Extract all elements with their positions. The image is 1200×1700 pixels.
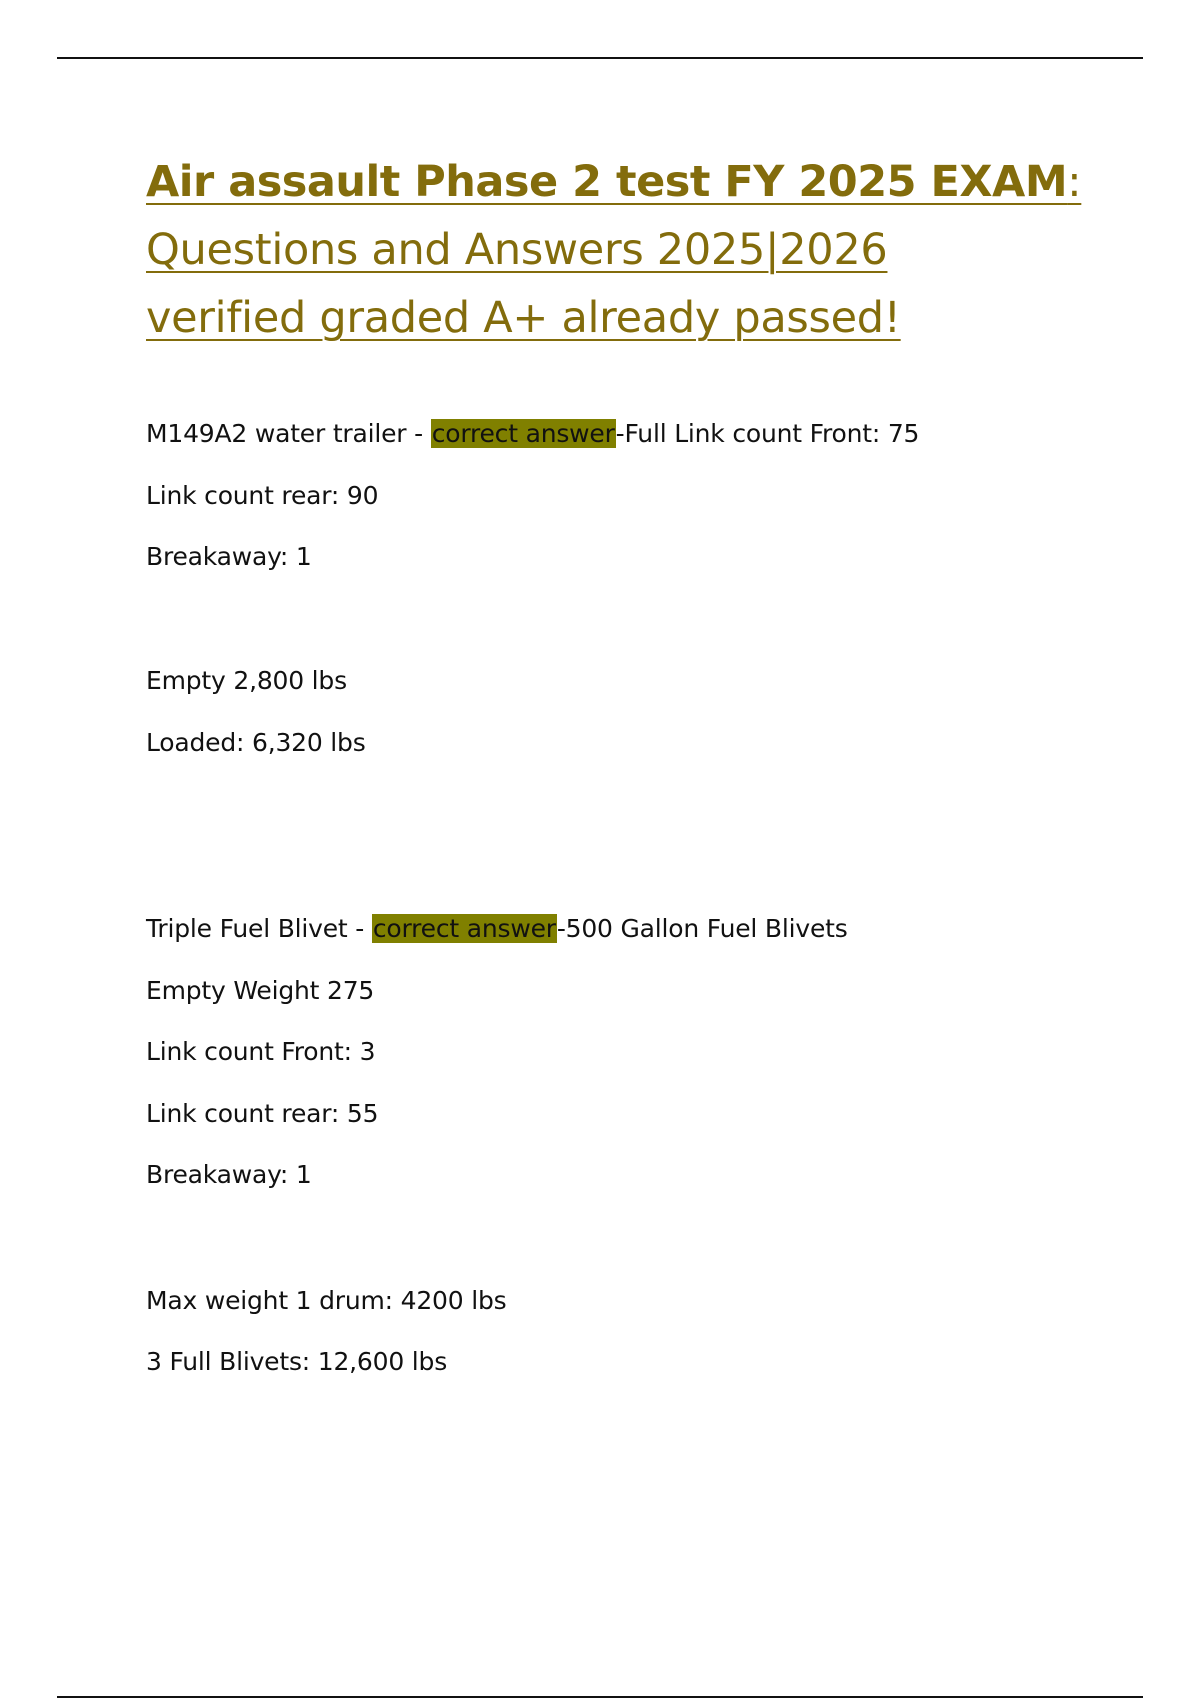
document-title [146,148,1106,352]
header-rule [57,57,1143,59]
entry-1-line: Loaded: 6,320 lbs [146,728,366,757]
answer-text: -Full Link count Front: 75 [615,419,920,448]
correct-answer-highlight: correct answer [372,914,556,943]
footer-rule [57,1696,1143,1698]
entry-1-line: Empty 2,800 lbs [146,666,347,695]
title-colon: : [1067,157,1082,207]
entry-2-line: Breakaway: 1 [146,1160,312,1189]
entry-2-line: Link count rear: 55 [146,1099,379,1128]
entry-2-line: Max weight 1 drum: 4200 lbs [146,1286,507,1315]
title-line-1 [146,148,1106,216]
entry-1-line: Link count rear: 90 [146,481,379,510]
correct-answer-highlight: correct answer [431,419,615,448]
title-line-3: verified graded A+ already passed! [146,293,901,343]
title-bold-text: Air assault Phase 2 test FY 2025 EXAM [146,157,1068,207]
title-line-2: Questions and Answers 2025|2026 [146,225,888,275]
question-text: M149A2 water trailer - [146,419,431,448]
entry-2-line: 3 Full Blivets: 12,600 lbs [146,1347,448,1376]
answer-text: -500 Gallon Fuel Blivets [556,914,848,943]
entry-2-line: Link count Front: 3 [146,1037,376,1066]
entry-1-line: Breakaway: 1 [146,542,312,571]
entry-1-question [146,416,919,452]
entry-2-line: Empty Weight 275 [146,976,375,1005]
question-text: Triple Fuel Blivet - [146,914,372,943]
entry-2-question [146,911,848,947]
